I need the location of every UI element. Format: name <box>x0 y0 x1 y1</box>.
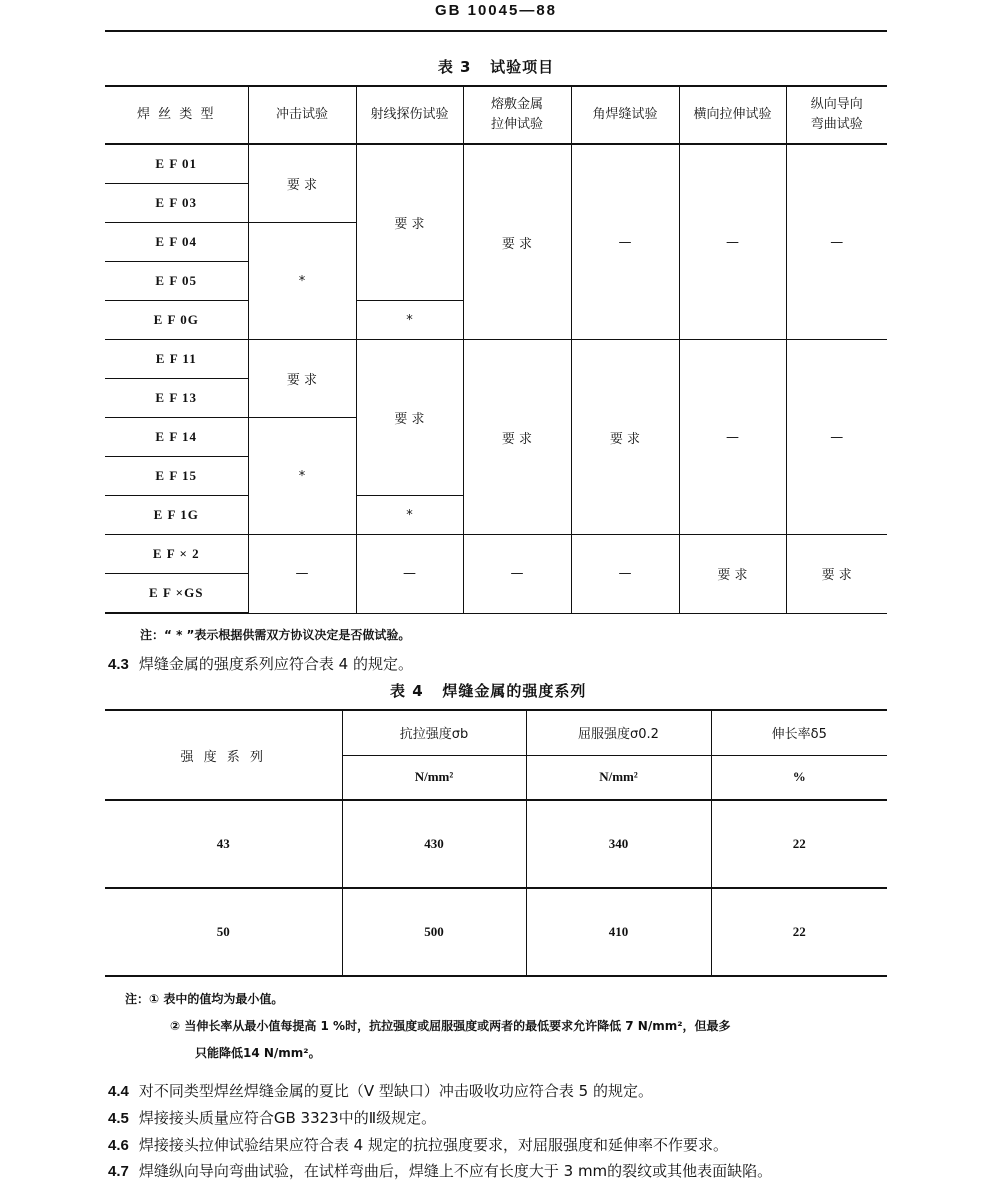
col-header-line: 弯曲试验 <box>810 117 863 132</box>
wire-type-cell: E F 1G <box>105 496 248 535</box>
col-header-line: 拉伸试验 <box>490 117 543 132</box>
table4-note-1: 注：① 表中的值均为最小值。 <box>125 992 284 1006</box>
table4-header-row <box>105 710 887 755</box>
table4-note-2: ② 当伸长率从最小值每提高 1 %时，抗拉强度或屈服强度或两者的最低要求允许降低 7 N/mm²，但最多 <box>170 1019 731 1033</box>
table4-caption: 表 4 焊缝金属的强度系列 <box>390 682 587 700</box>
section-4-4 <box>108 1080 653 1101</box>
fillet-cell: — <box>571 144 679 340</box>
impact-cell: * <box>248 223 356 340</box>
radiography-cell: 要 求 <box>356 340 463 496</box>
section-text: 焊缝金属的强度系列应符合表 4 的规定。 <box>138 655 413 673</box>
table-row <box>105 800 887 888</box>
section-number: 4.6 <box>108 1137 129 1154</box>
series-cell: 50 <box>105 888 342 976</box>
wire-type-cell: E F 14 <box>105 418 248 457</box>
deposited-tensile-cell: 要 求 <box>463 144 571 340</box>
impact-cell: 要 求 <box>248 144 356 223</box>
section-text: 焊接接头质量应符合GB 3323中的Ⅱ级规定。 <box>138 1109 437 1127</box>
impact-cell: * <box>248 418 356 535</box>
col-header-line: 纵向导向 <box>810 97 863 112</box>
wire-type-cell: E F 01 <box>105 144 248 184</box>
wire-type-cell: E F ×GS <box>105 574 248 614</box>
section-text: 焊缝纵向导向弯曲试验，在试样弯曲后，焊缝上不应有长度大于 3 mm的裂纹或其他表面缺陷。 <box>138 1162 773 1180</box>
col-header-deposited-tensile <box>463 86 571 144</box>
tensile-cell: 500 <box>342 888 526 976</box>
unit-cell: N/mm² <box>342 755 526 800</box>
longitudinal-bend-cell: — <box>786 340 887 535</box>
elongation-cell: 22 <box>711 888 887 976</box>
table3-header-row <box>105 86 887 144</box>
fillet-cell: — <box>571 535 679 614</box>
table3-caption: 表 3 试验项目 <box>437 58 555 76</box>
section-4-3 <box>108 653 413 674</box>
table-row <box>105 340 887 379</box>
col-header-fillet: 角焊缝试验 <box>571 86 679 144</box>
impact-cell: 要 求 <box>248 340 356 418</box>
tensile-cell: 430 <box>342 800 526 888</box>
yield-cell: 340 <box>526 800 711 888</box>
table-row <box>105 535 887 574</box>
col-header-impact: 冲击试验 <box>248 86 356 144</box>
col-header-line: 熔敷金属 <box>490 97 543 112</box>
deposited-tensile-cell: — <box>463 535 571 614</box>
col-header-elongation: 伸长率δ5 <box>711 710 887 755</box>
series-cell: 43 <box>105 800 342 888</box>
longitudinal-bend-cell: — <box>786 144 887 340</box>
table-row <box>105 144 887 184</box>
radiography-cell: * <box>356 496 463 535</box>
radiography-cell: 要 求 <box>356 144 463 301</box>
wire-type-cell: E F 0G <box>105 301 248 340</box>
col-header-longitudinal-bend <box>786 86 887 144</box>
col-header-tensile: 抗拉强度σb <box>342 710 526 755</box>
header-rule <box>105 30 887 32</box>
transverse-tensile-cell: — <box>679 340 786 535</box>
col-header-strength-series: 强 度 系 列 <box>105 710 342 800</box>
section-4-6 <box>108 1134 728 1155</box>
section-number: 4.4 <box>108 1083 129 1100</box>
section-number: 4.5 <box>108 1110 129 1127</box>
table-row <box>105 888 887 976</box>
col-header-wire-type: 焊 丝 类 型 <box>105 86 248 144</box>
wire-type-cell: E F 05 <box>105 262 248 301</box>
wire-type-cell: E F × 2 <box>105 535 248 574</box>
section-text: 焊接接头拉伸试验结果应符合表 4 规定的抗拉强度要求，对屈服强度和延伸率不作要求。 <box>138 1136 728 1154</box>
col-header-yield: 屈服强度σ0.2 <box>526 710 711 755</box>
wire-type-cell: E F 13 <box>105 379 248 418</box>
section-text: 对不同类型焊丝焊缝金属的夏比（V 型缺口）冲击吸收功应符合表 5 的规定。 <box>138 1082 653 1100</box>
wire-type-cell: E F 11 <box>105 340 248 379</box>
transverse-tensile-cell: — <box>679 144 786 340</box>
transverse-tensile-cell: 要 求 <box>679 535 786 614</box>
wire-type-cell: E F 15 <box>105 457 248 496</box>
section-4-7 <box>108 1160 772 1181</box>
deposited-tensile-cell: 要 求 <box>463 340 571 535</box>
yield-cell: 410 <box>526 888 711 976</box>
longitudinal-bend-cell: 要 求 <box>786 535 887 614</box>
section-number: 4.7 <box>108 1163 129 1180</box>
wire-type-cell: E F 04 <box>105 223 248 262</box>
unit-cell: N/mm² <box>526 755 711 800</box>
table4-note-2-cont: 只能降低14 N/mm²。 <box>195 1046 321 1060</box>
section-number: 4.3 <box>108 656 129 673</box>
col-header-transverse-tensile: 横向拉伸试验 <box>679 86 786 144</box>
wire-type-cell: E F 03 <box>105 184 248 223</box>
section-4-5 <box>108 1107 436 1128</box>
unit-cell: % <box>711 755 887 800</box>
fillet-cell: 要 求 <box>571 340 679 535</box>
radiography-cell: * <box>356 301 463 340</box>
table4-strength-series <box>105 709 887 977</box>
col-header-radiography: 射线探伤试验 <box>356 86 463 144</box>
impact-cell: — <box>248 535 356 614</box>
table3-note: 注：“ * ”表示根据供需双方协议决定是否做试验。 <box>140 628 411 642</box>
document-code-header: GB 10045—88 <box>434 2 558 19</box>
elongation-cell: 22 <box>711 800 887 888</box>
table3-test-items <box>105 85 887 614</box>
radiography-cell: — <box>356 535 463 614</box>
